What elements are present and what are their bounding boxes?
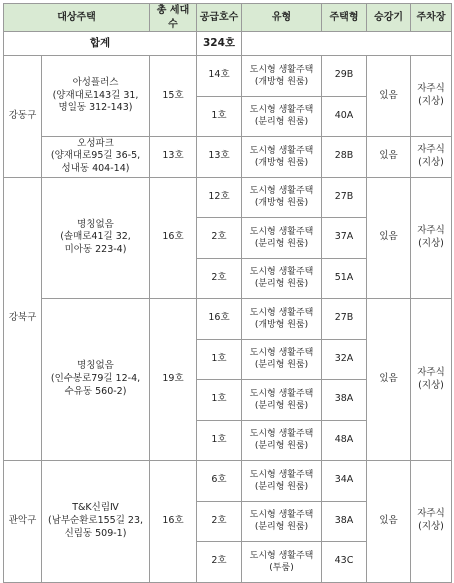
housing-type-cell: 27B bbox=[322, 177, 367, 218]
parking-line: 자주식 bbox=[417, 366, 445, 378]
total-blank bbox=[242, 32, 452, 56]
type-line: 도시형 생활주택 bbox=[249, 64, 314, 75]
total-households-cell: 19호 bbox=[150, 299, 197, 461]
supply-units-cell: 14호 bbox=[197, 56, 242, 97]
supply-units-cell: 2호 bbox=[197, 258, 242, 299]
district-name: 관악구 bbox=[4, 461, 42, 583]
header-type: 유형 bbox=[242, 4, 322, 32]
parking-line: (지상) bbox=[418, 521, 444, 533]
housing-type-cell: 37A bbox=[322, 218, 367, 259]
building-name-line: T&K신림Ⅳ bbox=[72, 502, 119, 514]
supply-units-cell: 12호 bbox=[197, 177, 242, 218]
parking-line: 자주식 bbox=[417, 224, 445, 236]
type-cell bbox=[242, 96, 322, 137]
type-cell bbox=[242, 501, 322, 542]
parking-line: (지상) bbox=[418, 156, 444, 168]
type-cell bbox=[242, 420, 322, 461]
building-name bbox=[42, 177, 150, 299]
building-name-line: 성내동 404-14) bbox=[61, 163, 130, 175]
type-line: (분리형 원룸) bbox=[254, 481, 309, 492]
housing-type-cell: 32A bbox=[322, 339, 367, 380]
type-cell bbox=[242, 380, 322, 421]
table-row bbox=[4, 177, 452, 218]
building-name-line: (솔매로41길 32, bbox=[60, 231, 131, 243]
elevator-cell: 있음 bbox=[367, 461, 411, 583]
type-line: (투룸) bbox=[269, 562, 294, 573]
total-households-cell: 16호 bbox=[150, 461, 197, 583]
type-cell bbox=[242, 177, 322, 218]
district-name: 강동구 bbox=[4, 56, 42, 178]
type-line: 도시형 생활주택 bbox=[249, 226, 314, 237]
type-line: 도시형 생활주택 bbox=[249, 469, 314, 480]
supply-units-cell: 1호 bbox=[197, 96, 242, 137]
type-cell bbox=[242, 299, 322, 340]
type-line: (분리형 원룸) bbox=[254, 279, 309, 290]
type-cell bbox=[242, 461, 322, 502]
building-name-line: 명일동 312-143) bbox=[58, 102, 133, 114]
type-line: (분리형 원룸) bbox=[254, 360, 309, 371]
parking-line: (지상) bbox=[418, 96, 444, 107]
building-name-line: (양재대로95길 36-5, bbox=[50, 150, 141, 162]
parking-line: (지상) bbox=[418, 237, 444, 249]
type-line: (분리형 원룸) bbox=[254, 117, 309, 128]
header-row bbox=[4, 4, 452, 32]
housing-type-cell: 38A bbox=[322, 380, 367, 421]
parking-cell bbox=[411, 177, 452, 299]
building-name-line: 수유동 560-2) bbox=[64, 385, 127, 397]
type-line: 도시형 생활주택 bbox=[249, 388, 314, 399]
type-line: 도시형 생활주택 bbox=[249, 429, 314, 440]
table-row bbox=[4, 56, 452, 97]
building-name-line: 신림동 509-1) bbox=[64, 527, 127, 539]
supply-units-cell: 1호 bbox=[197, 380, 242, 421]
building-name-line: 아성플러스 bbox=[72, 76, 119, 88]
supply-units-cell: 2호 bbox=[197, 542, 242, 583]
building-name bbox=[42, 137, 150, 178]
type-cell bbox=[242, 339, 322, 380]
building-name bbox=[42, 461, 150, 583]
building-name-line: 명칭없음 bbox=[77, 218, 114, 230]
type-line: (개방형 원룸) bbox=[254, 157, 309, 168]
header-total-households: 총 세대수 bbox=[150, 4, 197, 32]
total-supply: 324호 bbox=[197, 32, 242, 56]
supply-units-cell: 16호 bbox=[197, 299, 242, 340]
table-row bbox=[4, 461, 452, 502]
parking-line: 자주식 bbox=[417, 143, 445, 155]
type-line: 도시형 생활주택 bbox=[249, 307, 314, 318]
type-cell bbox=[242, 258, 322, 299]
type-cell bbox=[242, 56, 322, 97]
building-name-line: (양재대로143길 31, bbox=[52, 89, 139, 101]
supply-units-cell: 2호 bbox=[197, 501, 242, 542]
type-line: 도시형 생활주택 bbox=[249, 267, 314, 278]
type-line: 도시형 생활주택 bbox=[249, 550, 314, 561]
header-target-housing: 대상주택 bbox=[4, 4, 150, 32]
supply-units-cell: 1호 bbox=[197, 339, 242, 380]
building-name-line: (남부순환로155길 23, bbox=[47, 514, 144, 526]
housing-type-cell: 28B bbox=[322, 137, 367, 178]
housing-type-cell: 27B bbox=[322, 299, 367, 340]
type-line: 도시형 생활주택 bbox=[249, 186, 314, 197]
table-row bbox=[4, 137, 452, 178]
type-line: (개방형 원룸) bbox=[254, 198, 309, 209]
parking-line: 자주식 bbox=[417, 83, 445, 95]
type-line: (분리형 원룸) bbox=[254, 522, 309, 533]
parking-cell bbox=[411, 56, 452, 137]
type-cell bbox=[242, 218, 322, 259]
type-line: (개방형 원룸) bbox=[254, 76, 309, 87]
header-parking: 주차장 bbox=[411, 4, 452, 32]
supply-units-cell: 13호 bbox=[197, 137, 242, 178]
total-households-cell: 13호 bbox=[150, 137, 197, 178]
parking-line: 자주식 bbox=[417, 508, 445, 520]
parking-cell bbox=[411, 137, 452, 178]
parking-cell bbox=[411, 299, 452, 461]
supply-units-cell: 6호 bbox=[197, 461, 242, 502]
total-label: 합계 bbox=[4, 32, 197, 56]
elevator-cell: 있음 bbox=[367, 299, 411, 461]
table-row bbox=[4, 299, 452, 340]
housing-type-cell: 38A bbox=[322, 501, 367, 542]
housing-type-cell: 48A bbox=[322, 420, 367, 461]
type-line: 도시형 생활주택 bbox=[249, 510, 314, 521]
parking-line: (지상) bbox=[418, 379, 444, 391]
type-line: 도시형 생활주택 bbox=[249, 348, 314, 359]
elevator-cell: 있음 bbox=[367, 177, 411, 299]
header-supply-units: 공급호수 bbox=[197, 4, 242, 32]
type-cell bbox=[242, 137, 322, 178]
supply-units-cell: 1호 bbox=[197, 420, 242, 461]
building-name-line: 오성파크 bbox=[77, 137, 114, 149]
housing-type-cell: 29B bbox=[322, 56, 367, 97]
housing-supply-table bbox=[3, 3, 452, 583]
type-line: (개방형 원룸) bbox=[254, 319, 309, 330]
housing-type-cell: 40A bbox=[322, 96, 367, 137]
total-households-cell: 15호 bbox=[150, 56, 197, 137]
building-name bbox=[42, 299, 150, 461]
type-line: 도시형 생활주택 bbox=[249, 105, 314, 116]
building-name-line: 미아동 223-4) bbox=[64, 244, 127, 256]
type-line: (분리형 원룸) bbox=[254, 400, 309, 411]
building-name-line: (인수봉로79길 12-4, bbox=[50, 373, 141, 385]
elevator-cell: 있음 bbox=[367, 56, 411, 137]
type-line: (분리형 원룸) bbox=[254, 441, 309, 452]
header-housing-type: 주택형 bbox=[322, 4, 367, 32]
housing-type-cell: 51A bbox=[322, 258, 367, 299]
elevator-cell: 있음 bbox=[367, 137, 411, 178]
type-line: 도시형 생활주택 bbox=[249, 145, 314, 156]
total-row bbox=[4, 32, 452, 56]
header-elevator: 승강기 bbox=[367, 4, 411, 32]
housing-type-cell: 43C bbox=[322, 542, 367, 583]
type-line: (분리형 원룸) bbox=[254, 238, 309, 249]
district-name: 강북구 bbox=[4, 177, 42, 461]
supply-units-cell: 2호 bbox=[197, 218, 242, 259]
housing-type-cell: 34A bbox=[322, 461, 367, 502]
type-cell bbox=[242, 542, 322, 583]
building-name-line: 명칭없음 bbox=[77, 360, 114, 372]
total-households-cell: 16호 bbox=[150, 177, 197, 299]
building-name bbox=[42, 56, 150, 137]
parking-cell bbox=[411, 461, 452, 583]
